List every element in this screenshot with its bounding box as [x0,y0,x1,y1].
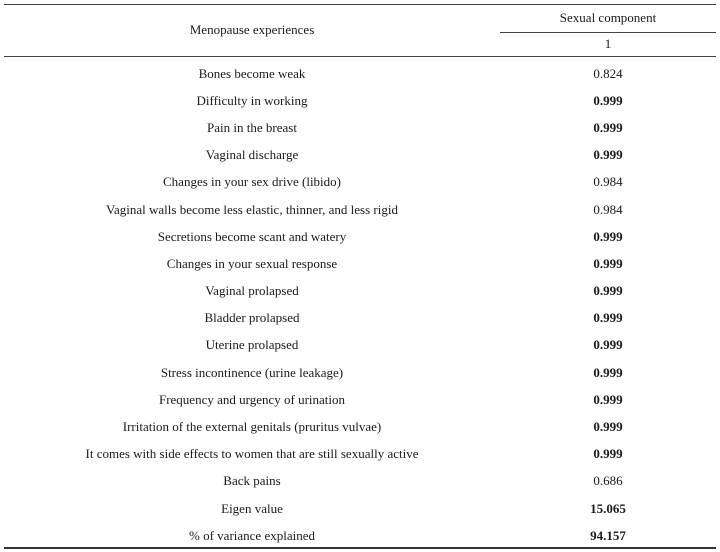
row-value: 0.999 [593,283,623,299]
row-value: 0.999 [593,419,623,435]
row-label: It comes with side effects to women that are still sexually active [85,446,419,462]
row-value: 0.999 [593,391,623,407]
row-value: 0.999 [593,255,623,271]
header-bottom-rule [4,56,716,57]
row-label: Difficulty in working [196,92,308,108]
row-label: Uterine prolapsed [205,337,299,353]
table-row [4,169,716,196]
table-row [4,495,716,522]
header-row-label: Menopause experiences [189,22,315,37]
row-value: 0.999 [593,446,623,462]
header-component-group: Sexual component [559,10,657,25]
row-label: Changes in your sex drive (libido) [163,174,341,190]
row-label: Stress incontinence (urine leakage) [160,364,344,380]
row-label: Irritation of the external genitals (pruritus vulvae) [122,419,382,435]
row-value: 15.065 [590,500,626,516]
table-row [4,386,716,413]
table-body [4,60,716,549]
row-label: Vaginal prolapsed [205,283,299,299]
row-label: Pain in the breast [207,119,297,135]
row-label: Secretions become scant and watery [157,228,347,244]
row-label: Vaginal walls become less elastic, thinner, and less rigid [106,201,398,217]
row-value: 0.686 [593,473,623,489]
row-value: 0.999 [593,119,623,135]
row-value: 0.999 [593,310,623,326]
row-label: Vaginal discharge [205,147,299,163]
row-value: 0.999 [593,92,623,108]
row-label: Eigen value [221,500,283,516]
row-value: 0.999 [593,337,623,353]
table-row [4,142,716,169]
table-row [4,223,716,250]
row-label: % of variance explained [189,527,315,543]
row-value: 94.157 [590,527,626,543]
row-label: Back pains [223,473,281,489]
row-value: 0.999 [593,228,623,244]
table-row [4,114,716,141]
table-row [4,305,716,332]
table-row [4,60,716,87]
row-label: Bones become weak [198,65,306,81]
header-component-number: 1 [604,36,612,51]
table-row [4,359,716,386]
table-row [4,250,716,277]
table-bottom-rule [4,547,716,549]
table-row [4,468,716,495]
row-value: 0.984 [593,174,623,190]
table-row [4,522,716,549]
row-value: 0.984 [593,201,623,217]
table-row [4,196,716,223]
table-row [4,441,716,468]
row-value: 0.999 [593,147,623,163]
table-row [4,87,716,114]
table-row [4,413,716,440]
row-value: 0.999 [593,364,623,380]
table-row [4,278,716,305]
row-value: 0.824 [593,65,623,81]
row-label: Changes in your sexual response [166,255,338,271]
table-row [4,332,716,359]
row-label: Bladder prolapsed [204,310,300,326]
row-label: Frequency and urgency of urination [158,391,346,407]
